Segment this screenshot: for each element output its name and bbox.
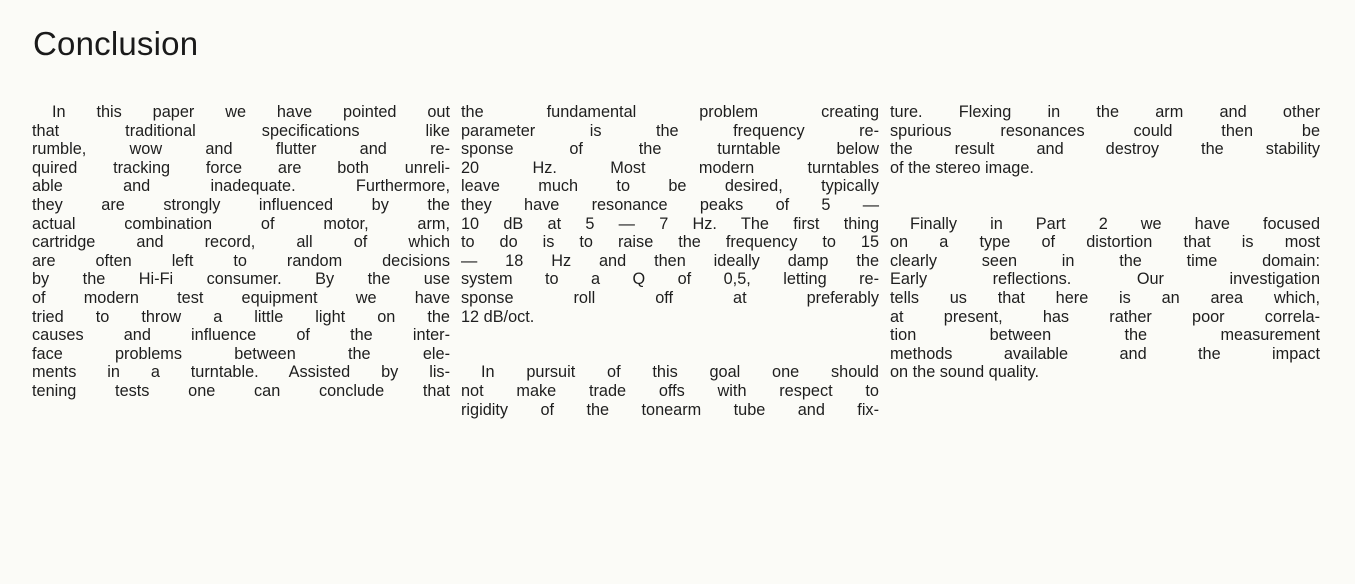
- text-column-1: [32, 103, 450, 401]
- paragraph: [32, 103, 450, 401]
- text-line: at present, has rather poor correla-: [890, 307, 1320, 326]
- text-line: quired tracking force are both unreli-: [32, 158, 450, 177]
- section-heading: Conclusion: [33, 25, 199, 62]
- text-line: 12 dB/oct.: [461, 307, 535, 326]
- text-line: that traditional specifications like: [32, 121, 450, 140]
- text-line: the fundamental problem creating: [461, 103, 879, 121]
- paragraph: [461, 103, 879, 326]
- text-line: In pursuit of this goal one should: [481, 363, 879, 382]
- paragraph-gap: [461, 326, 879, 345]
- text-line: clearly seen in the time domain:: [890, 251, 1320, 270]
- text-line: tried to throw a little light on the: [32, 307, 450, 326]
- text-line: sponse roll off at preferably: [461, 288, 879, 307]
- text-line: methods available and the impact: [890, 344, 1320, 363]
- text-line: Finally in Part 2 we have focused: [910, 214, 1320, 233]
- text-column-3: [890, 103, 1320, 382]
- text-line: 20 Hz. Most modern turntables: [461, 158, 879, 177]
- text-line: Early reflections. Our investigation: [890, 270, 1320, 289]
- text-line: of modern test equipment we have: [32, 288, 450, 307]
- paragraph: [890, 103, 1320, 177]
- paragraph: [890, 215, 1320, 382]
- text-line: to do is to raise the frequency to 15: [461, 233, 879, 252]
- text-line: spurious resonances could then be: [890, 121, 1320, 140]
- text-line: ments in a turntable. Assisted by lis-: [32, 363, 450, 382]
- text-line: tells us that here is an area which,: [890, 288, 1320, 307]
- paragraph-gap: [890, 177, 1320, 196]
- text-line: cartridge and record, all of which: [32, 233, 450, 252]
- text-line: the result and destroy the stability: [890, 140, 1320, 159]
- text-line: sponse of the turntable below: [461, 140, 879, 159]
- text-line: system to a Q of 0,5, letting re-: [461, 270, 879, 289]
- text-line: tening tests one can conclude that: [32, 381, 450, 400]
- paragraph-gap: [461, 345, 879, 364]
- text-column-2: [461, 103, 879, 419]
- text-line: leave much to be desired, typically: [461, 177, 879, 196]
- text-line: 10 dB at 5 — 7 Hz. The first thing: [461, 214, 879, 233]
- text-line: they are strongly influenced by the: [32, 195, 450, 214]
- text-line: causes and influence of the inter-: [32, 326, 450, 345]
- text-line: not make trade offs with respect to: [461, 381, 879, 400]
- text-line: of the stereo image.: [890, 158, 1034, 177]
- text-line: rigidity of the tonearm tube and fix-: [461, 400, 879, 419]
- text-line: rumble, wow and flutter and re-: [32, 140, 450, 159]
- text-line: are often left to random decisions: [32, 251, 450, 270]
- paragraph: [461, 363, 879, 419]
- text-line: In this paper we have pointed out: [52, 103, 450, 121]
- text-line: on the sound quality.: [890, 363, 1040, 382]
- text-line: face problems between the ele-: [32, 344, 450, 363]
- text-line: actual combination of motor, arm,: [32, 214, 450, 233]
- text-line: tion between the measurement: [890, 326, 1320, 345]
- paragraph-gap: [890, 196, 1320, 215]
- text-line: parameter is the frequency re-: [461, 121, 879, 140]
- text-line: — 18 Hz and then ideally damp the: [461, 251, 879, 270]
- text-line: ture. Flexing in the arm and other: [890, 103, 1320, 121]
- text-line: on a type of distortion that is most: [890, 233, 1320, 252]
- text-line: able and inadequate. Furthermore,: [32, 177, 450, 196]
- text-line: by the Hi-Fi consumer. By the use: [32, 270, 450, 289]
- text-line: they have resonance peaks of 5 —: [461, 195, 879, 214]
